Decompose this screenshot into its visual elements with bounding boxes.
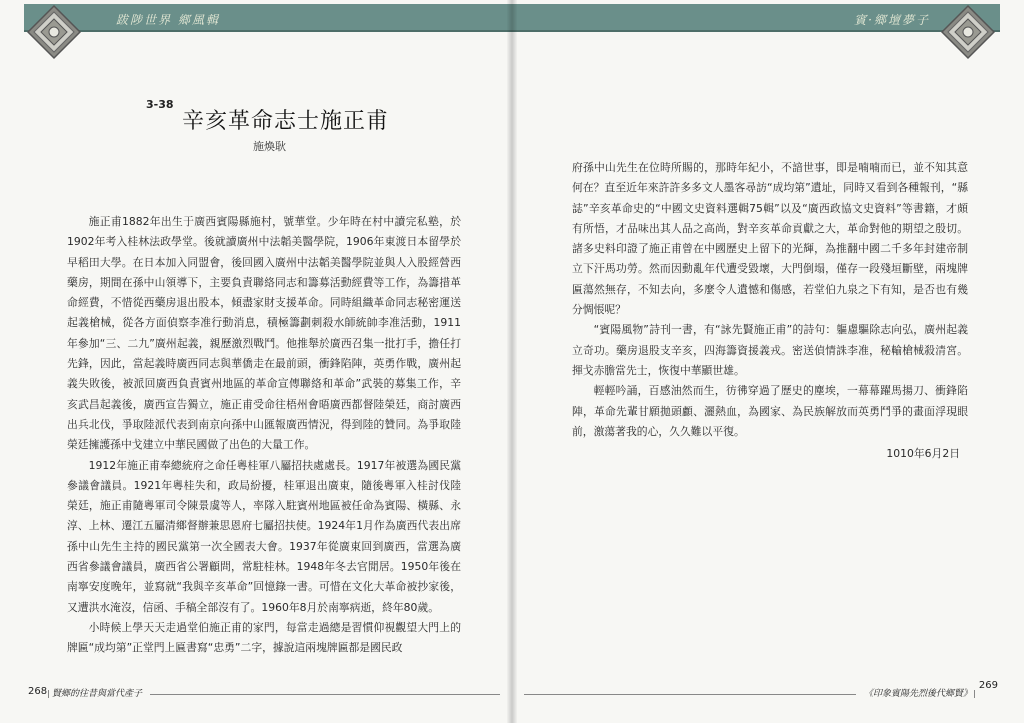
right-body-text	[572, 158, 968, 464]
paragraph: 小時候上學天天走過堂伯施正甫的家門，每當走過總是習慣仰視觀望大門上的牌匾“成均第”正堂門上匾書寫“忠勇”二字，據說這兩塊牌匾都是國民政	[67, 620, 461, 655]
diamond-emblem-icon	[940, 4, 996, 60]
left-header-band	[24, 4, 512, 32]
paragraph: 輕輕吟誦，百感油然而生，彷彿穿過了歷史的塵埃，一幕幕躍馬揚刀、衝鋒陷陣，革命先輩甘願拋頭顱、灑熱血，為國家、為民族解放而英勇鬥爭的畫面浮現眼前，激蕩著我的心，久久難以平復。	[572, 384, 968, 438]
date-line: 1010年6月2日	[886, 447, 960, 461]
page-number: 269	[978, 680, 998, 691]
right-header-text: 賓·鄉壇夢子	[854, 13, 930, 27]
footer-tick	[974, 690, 975, 698]
footer-title: 《印象賓陽先烈後代鄉賢》	[863, 689, 972, 699]
article-title: 辛亥革命志士施正甫	[182, 109, 390, 134]
footer-rule	[150, 694, 500, 695]
footer-tick	[48, 690, 49, 698]
footer-title: 賢鄉的往昔與當代產子	[52, 689, 143, 699]
paragraph: 1912年施正甫奉總統府之命任粵桂軍八屬招扶處處長。1917年被選為國民黨參議會議員。1921年粵桂失和，政局紛擾，桂軍退出廣東，隨後粵軍入桂討伐陸榮廷，施正甫隨粵軍司令陳景虞等人，率隊入駐賓州地區被任命為賓陽、橫縣、永淳、上林、遷江五屬清鄉督辦兼思恩府七屬招扶使。1924年1月作為廣西代表出席孫中山先生主持的國民黨第一次全國表大會。1937年從廣東回到廣西，當選為廣西省參議會議員，廣西省公署顧問，常駐桂林。1948年冬去官閒居。1950年後在南寧安度晚年，並寫就“我與辛亥革命”回憶錄一書。可惜在文化大革命被抄家後，又遭洪水淹沒，信函、手稿全部沒有了。1960年8月於南寧病逝，終年80歲。	[67, 458, 461, 614]
paragraph: 府孫中山先生在位時所賜的，那時年紀小，不諳世事，即是喃喃而已，並不知其意何在？直至近年來許許多多文人墨客尋訪“成均第”遺址，同時又看到各種報刊，“縣誌”辛亥革命史的“中國文史資料選輯75輯”以及“廣西政協文史資料”等書籍，才頗有所悟，才品味出其人品之高尚，對辛亥革命貢獻之大，革命對他的期望之殷切。諸多史料印證了施正甫曾在中國歷史上留下的光輝，為推翻中國二千多年封建帝制立下汗馬功勞。然而因動亂年代遭受毀壞，大門倒塌，僅存一段殘垣斷壁，兩塊牌匾蕩然無存，不知去向，多麼令人遺憾和傷感，若堂伯九泉之下有知，是否也有幾分惆悵呢？	[572, 161, 968, 317]
paragraph: “賓陽風物”詩刊一書，有“詠先賢施正甫”的詩句：軀慮驅除志向弘，廣州起義立奇功。藥房退股支辛亥，四海籌資援義戎。密送偵情誅李准，秘輸槍械殺清宮。揮戈赤膽當先士，恢復中華顯世雄。	[572, 323, 968, 377]
chapter-number: 3-38	[146, 98, 174, 111]
left-body-text	[67, 212, 461, 659]
book-spine	[507, 0, 517, 723]
footer-rule	[524, 694, 856, 695]
right-page	[512, 0, 1024, 723]
page-number: 268	[28, 686, 48, 697]
paragraph: 施正甫1882年出生于廣西賓陽縣施村，號華堂。少年時在村中讀完私塾，於1902年考入桂林法政學堂。後就讀廣州中法韜美醫學院，1906年東渡日本留學於早稻田大學。在日本加入同盟會，後回國入廣州中法韜美醫學院並與人入股經營西藥房，期間在孫中山領導下，主要負責聯絡同志和籌募活動經費等工作，為籌措革命經費，不惜從西藥房退出股本，傾盡家財支援革命。同時組織革命同志秘密運送起義槍械，從各方面偵察李准行動消息，積極籌劃刺殺水師統帥李准活動，1911年參加“三、二九”廣州起義，親歷激烈戰鬥。他推舉於廣西召集一批打手，擔任打先鋒，因此，當起義時廣西同志與華僑走在最前頭，衝鋒陷陣，英勇作戰，廣州起義失敗後，被派回廣西負責賓州地區的革命宣傳聯絡和革命”武裝的募集工作，辛亥武昌起義後，廣西宣告獨立，施正甫受命往梧州會晤廣西都督陸榮廷，商討廣西出兵北伐，爭取陸派代表到南京向孫中山匯報廣西情況，得到陸的贊同。為爭取陸榮廷擁護孫中戈建立中華民國做了出色的大量工作。	[67, 215, 461, 452]
left-header-text: 跋陟世界 鄉風輯	[116, 13, 220, 27]
right-header-band	[512, 4, 1000, 32]
diamond-emblem-icon	[26, 4, 82, 60]
author-name: 施煥耿	[253, 140, 286, 153]
